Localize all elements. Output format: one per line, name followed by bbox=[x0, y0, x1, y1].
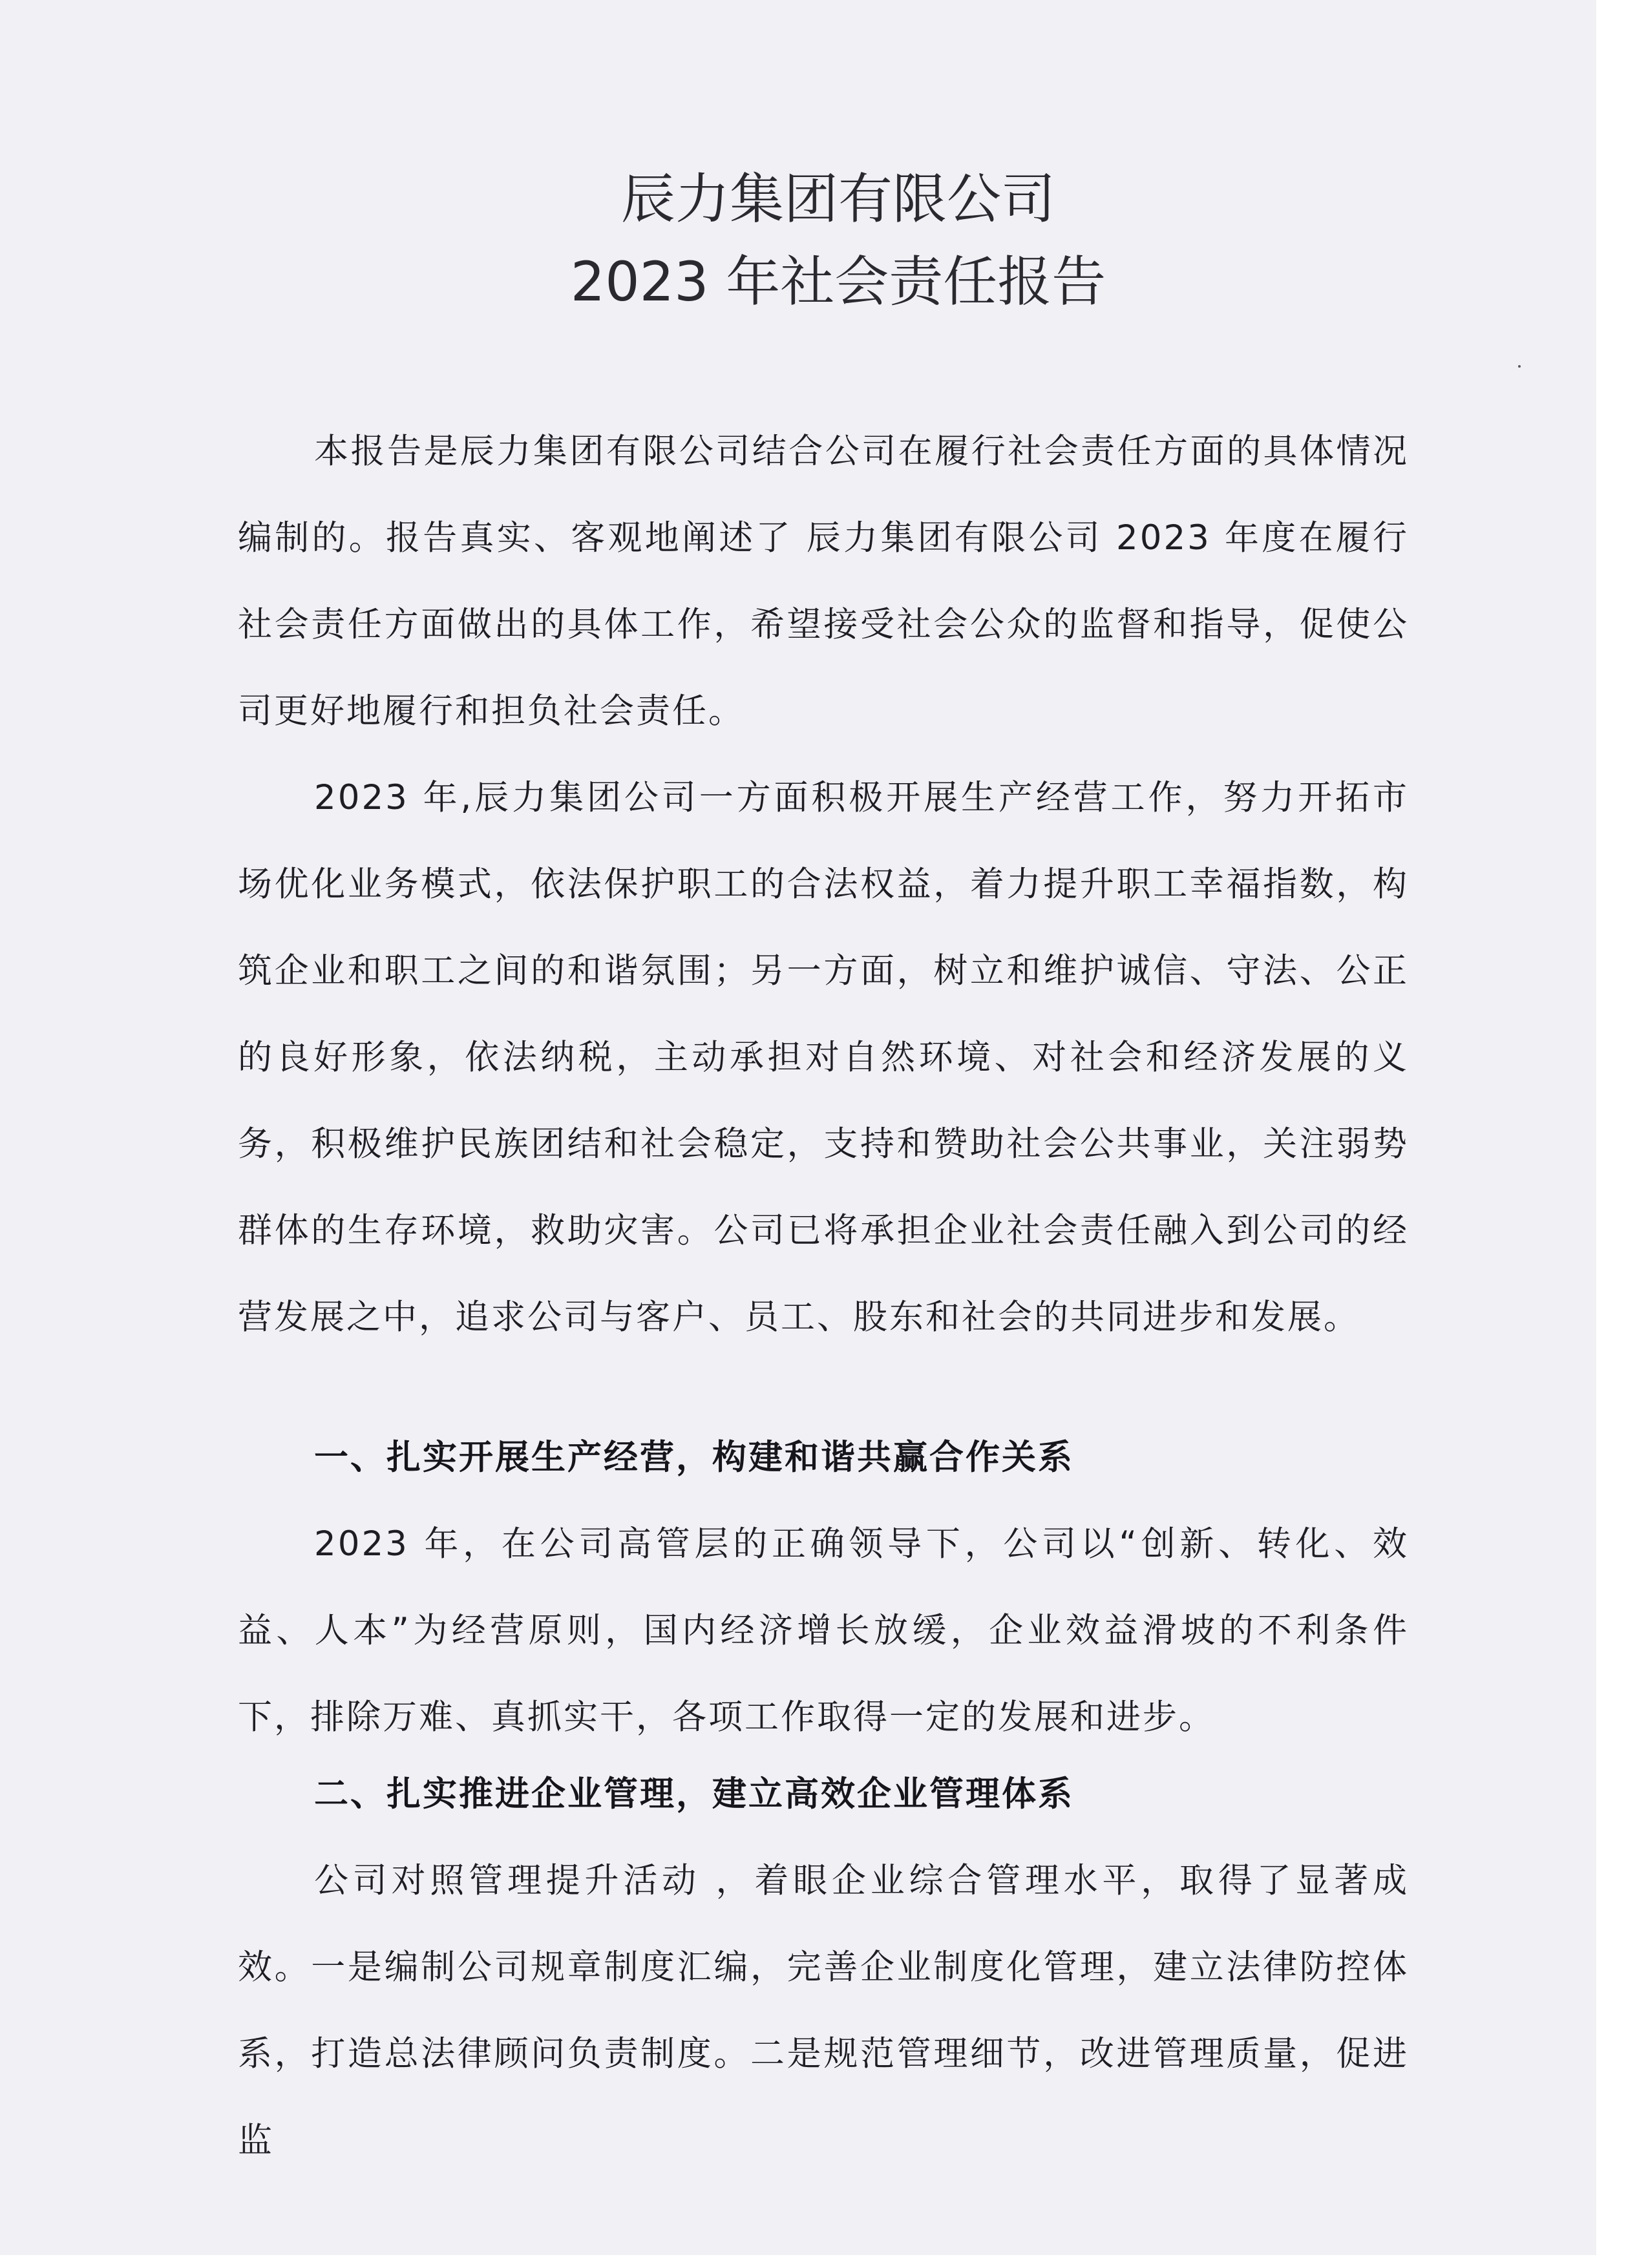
section-heading-2: 二、扎实推进企业管理，建立高效企业管理体系 bbox=[314, 1774, 1074, 1814]
section-heading-1: 一、扎实开展生产经营，构建和谐共赢合作关系 bbox=[314, 1438, 1074, 1477]
section-1-paragraph: 2023 年，在公司高管层的正确领导下，公司以“创新、转化、效益、人本”为经营原则，国内经济增长放缓，企业效益滑坡的不利条件下，排除万难、真抓实干，各项工作取得一定的发展和进步。 bbox=[238, 1524, 1409, 1737]
overview-paragraph: 2023 年,辰力集团公司一方面积极开展生产经营工作，努力开拓市场优化业务模式，依法保护职工的合法权益，着力提升职工幸福指数，构筑企业和职工之间的和谐氛围；另一方面，树立和维护诚信、守法、公正的良好形象，依法纳税，主动承担对自然环境、对社会和经济发展的义务，积极维护民族团结和社会稳定，支持和赞助社会公共事业，关注弱势群体的生存环境，救助灾害。公司已将承担企业社会责任融入到公司的经营发展之中，追求公司与客户、员工、股东和社会的共同进步和发展。 bbox=[238, 778, 1409, 1337]
scan-speck bbox=[1518, 365, 1521, 368]
scanner-margin-bottom bbox=[0, 2255, 1596, 2268]
intro-paragraph: 本报告是辰力集团有限公司结合公司在履行社会责任方面的具体情况编制的。报告真实、客观地阐述了 辰力集团有限公司 2023 年度在履行社会责任方面做出的具体工作，希望接受社会公众的监督和指导，促使公司更好地履行和担负社会责任。 bbox=[238, 432, 1409, 731]
section-2-paragraph: 公司对照管理提升活动 ，着眼企业综合管理水平，取得了显著成效。一是编制公司规章制度汇编，完善企业制度化管理，建立法律防控体系，打造总法律顾问负责制度。二是规范管理细节，改进管理质量，促进监 bbox=[238, 1861, 1409, 2160]
scanner-margin-right bbox=[1596, 0, 1648, 2268]
report-title-company: 辰力集团有限公司 bbox=[620, 167, 1055, 231]
report-title-year: 2023 年社会责任报告 bbox=[570, 250, 1106, 313]
